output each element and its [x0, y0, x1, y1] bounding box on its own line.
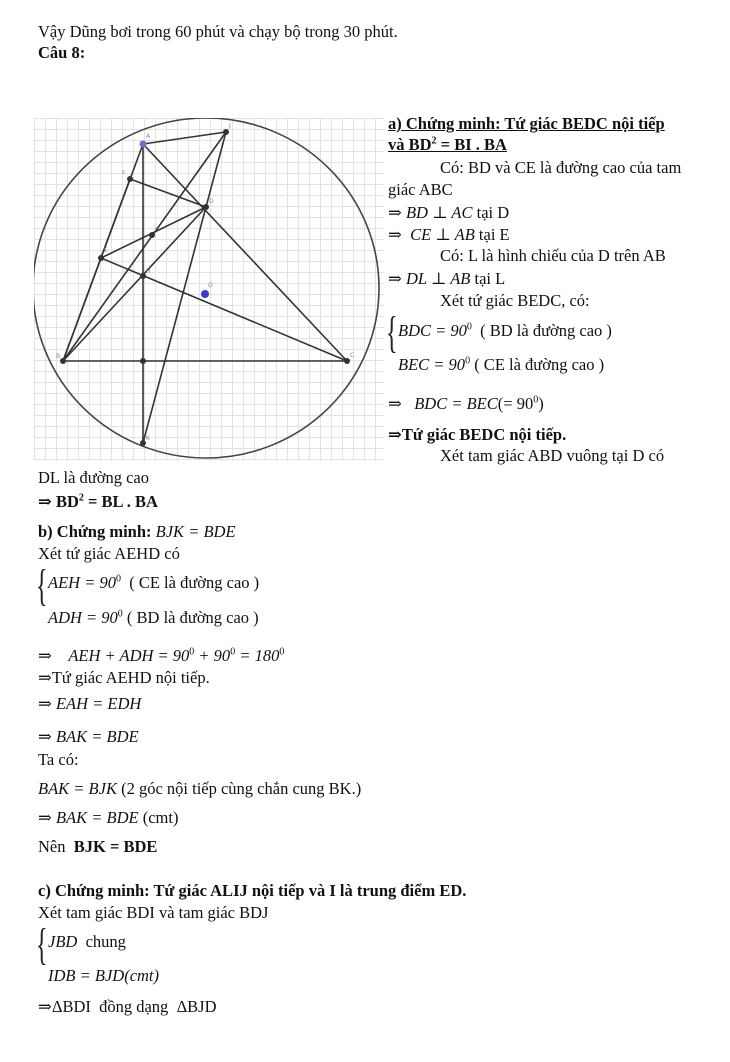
segment-JK	[143, 132, 226, 443]
figure-labels	[56, 122, 354, 442]
part-b-line2	[38, 646, 284, 666]
math-expr: BD ⊥ AC	[405, 203, 473, 222]
implies-icon: ⇒	[388, 225, 402, 244]
part-b-line3	[38, 668, 210, 688]
point-A	[140, 141, 147, 148]
part-a-line8	[388, 394, 544, 414]
geometry-svg	[34, 118, 384, 461]
text: Tứ giác AEHD nội tiếp.	[51, 668, 210, 687]
part-a-line10: Xét tam giác ABD vuông tại D có	[440, 446, 665, 465]
point-J	[223, 129, 229, 135]
part-a-line4	[388, 225, 510, 245]
intro-line: Vậy Dũng bơi trong 60 phút và chạy bộ trong 30 phút.	[38, 22, 398, 41]
math-expr: BAK = BDE	[55, 808, 139, 827]
text: tại E	[478, 225, 510, 244]
label-O: O	[208, 282, 213, 289]
label-K: K	[146, 435, 150, 442]
text: ( CE là đường cao )	[474, 355, 605, 374]
question-label: Câu 8:	[38, 43, 86, 62]
text: Tứ giác BEDC nội tiếp.	[401, 425, 567, 444]
text: (cmt)	[124, 966, 160, 985]
bold-expr: BJK = BDE	[73, 837, 158, 856]
math-expr: IDB = BJD	[48, 966, 125, 985]
part-a-line7: Xét tứ giác BEDC, có:	[440, 291, 590, 310]
exp: 0	[279, 646, 285, 658]
paren: )	[538, 394, 544, 413]
segment-BD	[63, 207, 206, 361]
part-a-title-line2	[388, 135, 507, 155]
circumcircle	[34, 118, 379, 458]
part-b-line4	[38, 694, 141, 714]
part-a-line3	[388, 203, 509, 223]
exp: 0	[533, 394, 539, 406]
math-expr: DL ⊥ AB	[405, 269, 471, 288]
text: chung	[85, 932, 126, 951]
math-expr: BAK = BDE	[55, 727, 139, 746]
part-b-title	[38, 522, 236, 542]
part-b-system2	[48, 608, 259, 628]
part-c-line2	[38, 997, 217, 1017]
math-expr: EAH = EDH	[55, 694, 142, 713]
implies-icon: ⇒	[388, 269, 402, 288]
part-a-line11: DL là đường cao	[38, 468, 149, 487]
part-b-line9	[38, 837, 157, 857]
segment-FB	[63, 179, 130, 361]
implies-icon: ⇒	[38, 646, 52, 665]
math-expr: ADH = 90	[48, 608, 118, 627]
exp: 0	[230, 646, 236, 658]
math-expr: AEH + ADH = 90	[68, 646, 190, 665]
exp: 0	[115, 573, 121, 585]
exp: 0	[117, 608, 123, 620]
part-a-line9	[388, 425, 566, 445]
implies-icon: ⇒	[38, 492, 52, 511]
point-B	[60, 358, 66, 364]
math-expr: BDC = BEC	[414, 394, 498, 413]
math-expr: BAK = BJK	[38, 779, 117, 798]
text: ( CE là đường cao )	[129, 573, 260, 592]
math-expr: = 180	[235, 646, 280, 665]
point-O	[201, 290, 209, 298]
math-expr: BEC = 90	[398, 355, 466, 374]
math-expr: BDC = 90	[398, 321, 467, 340]
implies-icon: ⇒	[38, 694, 52, 713]
point-E	[98, 255, 104, 261]
part-c-system2	[48, 966, 159, 986]
math-expr: AEH = 90	[48, 573, 116, 592]
label-E: E	[104, 247, 108, 254]
part-c-line1: Xét tam giác BDI và tam giác BDJ	[38, 903, 269, 922]
brace-icon: {	[386, 308, 398, 357]
brace-icon: {	[36, 561, 48, 610]
title: b) Chứng minh:	[38, 522, 152, 541]
implies-icon: ⇒	[388, 203, 402, 222]
math-expr: JBD	[48, 932, 78, 951]
implies-icon: ⇒	[38, 727, 52, 746]
part-b-system1	[48, 573, 259, 593]
part-a-title-line1: a) Chứng minh: Tứ giác BEDC nội tiếp	[388, 114, 665, 133]
part-a-title-bd: và BD	[388, 135, 432, 154]
exp: 2	[78, 492, 84, 504]
point-foot	[140, 358, 146, 364]
implies-icon: ⇒	[38, 808, 52, 827]
segment-FD	[130, 179, 206, 207]
label-I: I	[155, 226, 157, 233]
text: (cmt)	[142, 808, 179, 827]
label-D: D	[209, 198, 214, 205]
text: BD	[55, 492, 79, 511]
part-a-title-rest: = BI . BA	[436, 135, 507, 154]
segment-AJ	[143, 132, 226, 144]
math-expr: CE ⊥ AB	[410, 225, 475, 244]
text: Nên	[38, 837, 66, 856]
text: = BL . BA	[83, 492, 158, 511]
text: đồng dạng	[99, 997, 169, 1016]
part-a-line2: giác ABC	[388, 180, 453, 199]
part-c-system1	[48, 932, 126, 952]
label-J: J	[229, 122, 231, 129]
text: ΔBDI	[51, 997, 91, 1016]
figure-lines	[63, 132, 347, 443]
part-b-line8	[38, 808, 178, 828]
part-a-line5: Có: L là hình chiếu của D trên AB	[440, 246, 666, 265]
text: ( BD là đường cao )	[126, 608, 259, 627]
label-F: F	[122, 170, 126, 177]
math-expr: BJK = BDE	[155, 522, 236, 541]
segment-BJ	[63, 132, 226, 361]
text: ( BD là đường cao )	[480, 321, 612, 340]
part-a-line1: Có: BD và CE là đường cao của tam	[440, 158, 682, 177]
part-a-line6	[388, 269, 505, 289]
brace-icon: {	[36, 920, 48, 969]
label-H: H	[146, 268, 151, 275]
segment-CE	[101, 258, 347, 361]
part-a-system2	[398, 355, 604, 375]
text: ΔBJD	[176, 997, 217, 1016]
part-a-system1	[398, 321, 612, 341]
part-b-line6: Ta có:	[38, 750, 79, 769]
label-C: C	[350, 352, 355, 359]
text: tại D	[476, 203, 510, 222]
part-a-title-exp: 2	[431, 135, 437, 147]
part-c-title: c) Chứng minh: Tứ giác ALIJ nội tiếp và I là trung điểm ED.	[38, 881, 467, 900]
figure-points	[60, 129, 350, 446]
paren: (= 90	[497, 394, 534, 413]
implies-icon: ⇒	[388, 425, 402, 444]
part-b-line1: Xét tứ giác AEHD có	[38, 544, 180, 563]
part-b-line5	[38, 727, 139, 747]
part-b-line7	[38, 779, 361, 799]
implies-icon: ⇒	[388, 394, 402, 413]
implies-icon: ⇒	[38, 668, 52, 687]
label-A: A	[146, 133, 151, 140]
exp: 0	[189, 646, 195, 658]
text: (2 góc nội tiếp cùng chắn cung BK.)	[121, 779, 362, 798]
label-B: B	[56, 353, 61, 360]
implies-icon: ⇒	[38, 997, 52, 1016]
text: tại L	[474, 269, 506, 288]
math-expr: + 90	[194, 646, 231, 665]
exp: 0	[465, 355, 471, 367]
exp: 0	[466, 321, 472, 333]
geometry-figure	[34, 118, 384, 461]
part-a-line12	[38, 492, 158, 512]
point-F	[127, 176, 133, 182]
